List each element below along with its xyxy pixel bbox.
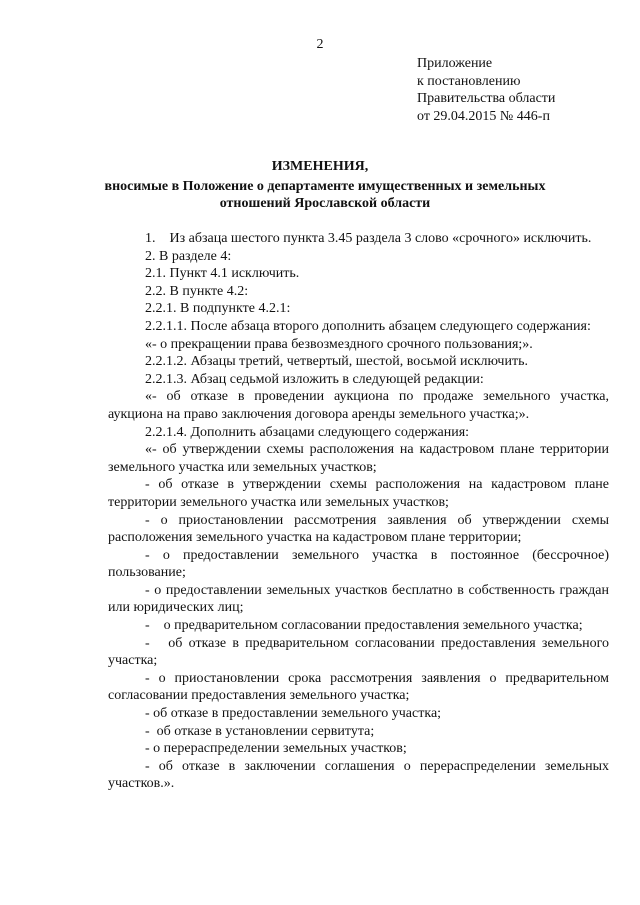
paragraph: - об отказе в утверждении схемы расположения на кадастровом плане территории земельного участка или земельных участков; [108, 477, 609, 510]
paragraph: - об отказе в предоставлении земельного участка; [145, 706, 442, 722]
paragraph: «- об утверждении схемы расположения на кадастровом плане территории земельного участка или земельных участков; [108, 442, 609, 475]
paragraph: «- об отказе в проведении аукциона по продаже земельного участка, аукциона на право заключения договора аренды земельного участка;». [108, 389, 609, 422]
paragraph: - о приостановлении срока рассмотрения заявления о предварительном согласовании предоставления земельного участка; [108, 670, 609, 704]
page-number: 2 [316, 37, 324, 52]
document-title: ИЗМЕНЕНИЯ, [271, 159, 369, 174]
paragraph: - о перераспределении земельных участков; [145, 741, 407, 757]
appendix-line: к постановлению [417, 73, 521, 89]
appendix-line: Правительства области [417, 91, 556, 106]
document-subtitle: вносимые в Положение о департаменте имущественных и земельных отношений Ярославской области [104, 179, 546, 211]
paragraph: - о предварительном согласовании предоставления земельного участка; [145, 618, 583, 634]
paragraph: 2.2.1.4. Дополнить абзацами следующего содержания: [145, 424, 470, 440]
paragraph: - о предоставлении земельного участка в постоянное (бессрочное) пользование; [108, 547, 609, 581]
paragraph: 2.2.1.2. Абзацы третий, четвертый, шестой, восьмой исключить. [145, 354, 528, 370]
paragraph: 2.2. В пункте 4.2: [145, 283, 249, 299]
appendix-line: от 29.04.2015 № 446-п [417, 108, 550, 124]
paragraph: 2.1. Пункт 4.1 исключить. [145, 266, 300, 282]
paragraph: - об отказе в установлении сервитута; [145, 723, 375, 739]
paragraph: «- о прекращении права безвозмездного срочного пользования;». [145, 336, 533, 352]
paragraph: 2.2.1.1. После абзаца второго дополнить абзацем следующего содержания: [145, 318, 591, 334]
paragraph: 1. Из абзаца шестого пункта 3.45 раздела 3 слово «срочного» исключить. [145, 231, 592, 246]
paragraph: 2. В разделе 4: [145, 248, 232, 264]
paragraph: - об отказе в предварительном согласовании предоставления земельного участка; [108, 635, 609, 669]
paragraph: - о приостановлении рассмотрения заявления об утверждении схемы расположения земельного участка на кадастровом плане территории; [108, 512, 609, 546]
document-body [108, 230, 609, 793]
paragraph: - о предоставлении земельных участков бесплатно в собственность граждан или юридических лиц; [108, 582, 609, 616]
paragraph: - об отказе в заключении соглашения о перераспределении земельных участков.». [108, 758, 609, 792]
appendix-line: Приложение [417, 56, 493, 71]
appendix-block [417, 55, 627, 125]
paragraph: 2.2.1. В подпункте 4.2.1: [145, 301, 291, 317]
paragraph: 2.2.1.3. Абзац седьмой изложить в следующей редакции: [145, 371, 484, 387]
